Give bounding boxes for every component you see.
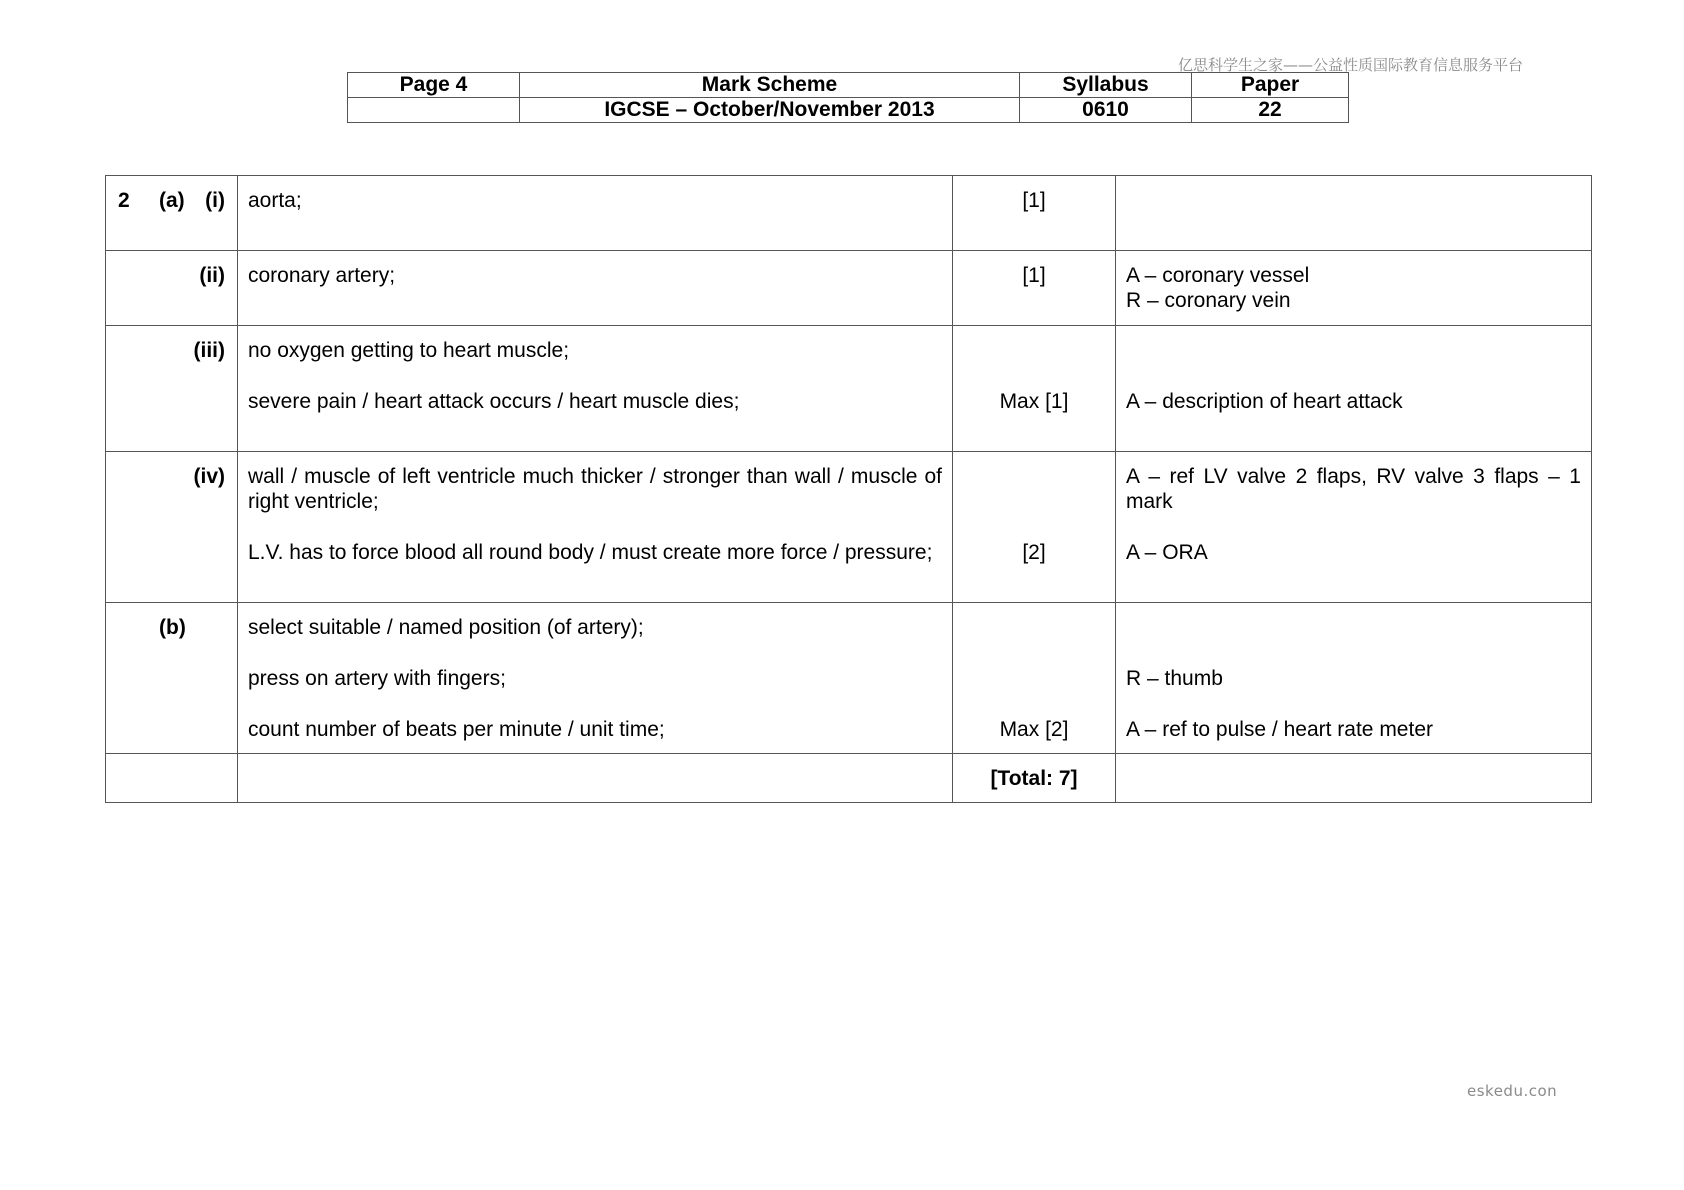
guidance-text: A – ref LV valve 2 flaps, RV valve 3 flaps – 1 mark (1126, 465, 1581, 513)
table-row (106, 176, 1592, 251)
marks-value: Max [2] (999, 718, 1069, 741)
guidance-cell (1116, 176, 1592, 251)
guidance-cell (1116, 326, 1592, 452)
guidance-text: A – coronary vessel (1126, 264, 1310, 287)
answer-text: L.V. has to force blood all round body / must create more force / pressure; (248, 541, 933, 564)
guidance-cell (1116, 452, 1592, 603)
answer-text: coronary artery; (248, 264, 396, 287)
guidance-text: A – ref to pulse / heart rate meter (1126, 718, 1433, 741)
watermark-bottom: eskedu.con (1467, 1082, 1558, 1100)
syllabus-label: Syllabus (1020, 73, 1192, 98)
doc-title: Mark Scheme (520, 73, 1020, 98)
question-number-cell (106, 326, 238, 452)
answer-text: wall / muscle of left ventricle much thicker / stronger than wall / muscle of right ventricle; (248, 465, 942, 513)
guidance-text: A – ORA (1126, 541, 1208, 564)
paper-value: 22 (1192, 98, 1349, 123)
guidance-text: A – description of heart attack (1126, 390, 1403, 413)
answer-cell (238, 176, 953, 251)
marks-value: [2] (1022, 541, 1046, 564)
answer-text: aorta; (248, 189, 302, 212)
question-number: 2 (118, 189, 130, 212)
answer-text: select suitable / named position (of artery); (248, 616, 644, 639)
question-number-cell (106, 452, 238, 603)
answer-cell (238, 251, 953, 326)
mark-scheme-table (105, 175, 1592, 803)
question-number-cell (106, 251, 238, 326)
question-subpart: (ii) (199, 264, 225, 287)
exam-session: IGCSE – October/November 2013 (520, 98, 1020, 123)
answer-cell (238, 452, 953, 603)
syllabus-value: 0610 (1020, 98, 1192, 123)
marks-cell (953, 603, 1116, 754)
table-row (106, 326, 1592, 452)
answer-text: count number of beats per minute / unit time; (248, 718, 665, 741)
page-label: Page 4 (348, 73, 520, 98)
question-part: (b) (159, 616, 186, 639)
question-number-cell (106, 603, 238, 754)
answer-text: press on artery with fingers; (248, 667, 506, 690)
table-row (106, 452, 1592, 603)
paper-label: Paper (1192, 73, 1349, 98)
table-row (106, 603, 1592, 754)
guidance-cell (1116, 603, 1592, 754)
question-subpart: (iv) (193, 465, 225, 488)
empty-cell (238, 754, 953, 803)
marks-cell: [1] (953, 251, 1116, 326)
answer-cell (238, 603, 953, 754)
marks-value: Max [1] (999, 390, 1069, 413)
answer-text: severe pain / heart attack occurs / heart muscle dies; (248, 390, 740, 413)
total-marks: [Total: 7] (953, 754, 1116, 803)
question-number-cell (106, 176, 238, 251)
table-row (106, 251, 1592, 326)
answer-cell (238, 326, 953, 452)
guidance-cell (1116, 251, 1592, 326)
answer-text: no oxygen getting to heart muscle; (248, 339, 570, 362)
page-empty-cell (348, 98, 520, 123)
question-subpart: (iii) (193, 339, 225, 362)
marks-cell (953, 326, 1116, 452)
total-row (106, 754, 1592, 803)
watermark-top: 亿思科学生之家——公益性质国际教育信息服务平台 (1178, 56, 1524, 74)
guidance-text: R – thumb (1126, 667, 1223, 690)
empty-cell (106, 754, 238, 803)
question-part: (a) (159, 189, 185, 212)
marks-cell (953, 452, 1116, 603)
marks-cell: [1] (953, 176, 1116, 251)
empty-cell (1116, 754, 1592, 803)
guidance-text: R – coronary vein (1126, 289, 1291, 312)
question-subpart: (i) (205, 189, 225, 212)
page-header-table (347, 72, 1349, 123)
